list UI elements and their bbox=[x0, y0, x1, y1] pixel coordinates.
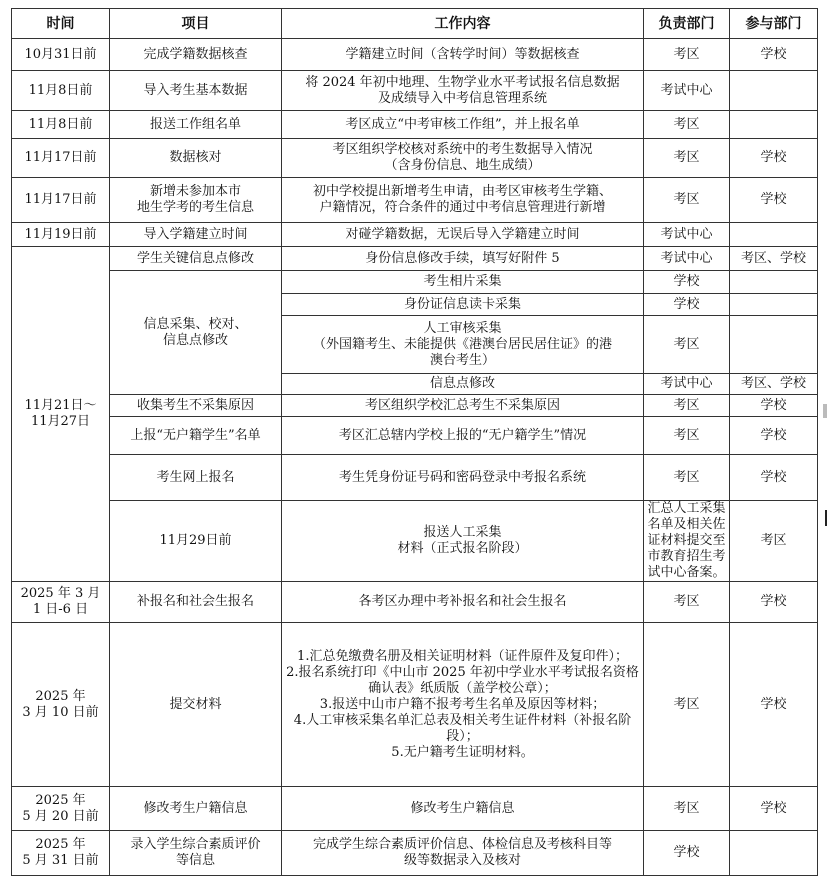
cell-responsible: 学校 bbox=[644, 831, 730, 876]
header-responsible: 负责部门 bbox=[644, 9, 730, 39]
schedule-table bbox=[11, 8, 818, 876]
cell-responsible: 考区 bbox=[644, 787, 730, 831]
cell-participant: 学校 bbox=[730, 395, 818, 417]
cell-participant: 学校 bbox=[730, 582, 818, 623]
cell-item: 导入考生基本数据 bbox=[110, 71, 282, 111]
cell-responsible: 考区 bbox=[644, 39, 730, 71]
cell-content: 考区组织学校汇总考生不采集原因 bbox=[282, 395, 644, 417]
cell-item: 补报名和社会生报名 bbox=[110, 582, 282, 623]
table-row bbox=[12, 623, 818, 787]
cell-time: 11月21日～ 11月27日 bbox=[12, 247, 110, 582]
cell-item: 录入学生综合素质评价 等信息 bbox=[110, 831, 282, 876]
table-row bbox=[12, 247, 818, 271]
cell-participant: 考区、学校 bbox=[730, 247, 818, 271]
cell-content: 汇总人工采集名单及相关佐证材料提交至 市教育招生考试中心备案。 bbox=[644, 501, 730, 582]
cell-item: 修改考生户籍信息 bbox=[110, 787, 282, 831]
cell-responsible: 学校 bbox=[644, 271, 730, 294]
cell-responsible: 考试中心 bbox=[644, 223, 730, 247]
header-participant: 参与部门 bbox=[730, 9, 818, 39]
table-row bbox=[12, 787, 818, 831]
cell-content: 学籍建立时间（含转学时间）等数据核查 bbox=[282, 39, 644, 71]
header-item: 项目 bbox=[110, 9, 282, 39]
cell-responsible: 学校 bbox=[644, 294, 730, 316]
cell-responsible: 考区 bbox=[644, 111, 730, 139]
cell-item: 提交材料 bbox=[110, 623, 282, 787]
cell-responsible: 考区 bbox=[644, 139, 730, 178]
cell-content: 人工审核采集 （外国籍考生、未能提供《港澳台居民居住证》的港 澳台考生） bbox=[282, 316, 644, 374]
cell-time: 11月29日前 bbox=[110, 501, 282, 582]
cell-time: 11月17日前 bbox=[12, 178, 110, 223]
cell-time: 10月31日前 bbox=[12, 39, 110, 71]
cell-time: 11月19日前 bbox=[12, 223, 110, 247]
header-content: 工作内容 bbox=[282, 9, 644, 39]
table-header-row bbox=[12, 9, 818, 39]
cell-content: 完成学生综合素质评价信息、体检信息及考核科目等 级等数据录入及核对 bbox=[282, 831, 644, 876]
cell-participant bbox=[730, 316, 818, 374]
cell-participant bbox=[730, 71, 818, 111]
cell-participant: 学校 bbox=[730, 178, 818, 223]
cell-content: 将 2024 年初中地理、生物学业水平考试报名信息数据 及成绩导入中考信息管理系统 bbox=[282, 71, 644, 111]
cell-participant: 学校 bbox=[730, 787, 818, 831]
cell-responsible: 考试中心 bbox=[644, 71, 730, 111]
table-row bbox=[12, 223, 818, 247]
cell-participant: 学校 bbox=[730, 623, 818, 787]
cell-responsible: 考区 bbox=[644, 395, 730, 417]
cell-participant: 学校 bbox=[730, 139, 818, 178]
cell-content: 对碰学籍数据，无误后导入学籍建立时间 bbox=[282, 223, 644, 247]
cell-responsible: 考试中心 bbox=[644, 247, 730, 271]
cell-participant: 考区、学校 bbox=[730, 374, 818, 395]
table-row bbox=[12, 178, 818, 223]
cell-responsible: 考区 bbox=[644, 582, 730, 623]
cell-responsible: 考区 bbox=[730, 501, 818, 582]
cell-content: 考生相片采集 bbox=[282, 271, 644, 294]
cell-participant: 学校 bbox=[730, 39, 818, 71]
cell-participant bbox=[730, 223, 818, 247]
cell-item: 报送工作组名单 bbox=[110, 111, 282, 139]
cell-item: 信息采集、校对、 信息点修改 bbox=[110, 271, 282, 395]
cell-responsible: 考区 bbox=[644, 178, 730, 223]
table-row bbox=[12, 111, 818, 139]
cell-time: 2025 年 3 月 10 日前 bbox=[12, 623, 110, 787]
cell-time: 2025 年 5 月 20 日前 bbox=[12, 787, 110, 831]
cell-content: 1.汇总免缴费名册及相关证明材料（证件原件及复印件）； 2.报名系统打印《中山市 2025 年初中学业水平考试报名资格确认表》纸质版（盖学校公章）； 3.报送中山市户籍不报考考生名单及原因等材料； 4.人工审核采集名单汇总表及相关考生证件材料（补报名阶段）； 5.无户籍考生证明材料。 bbox=[282, 623, 644, 787]
table-row bbox=[12, 139, 818, 178]
cell-participant: 学校 bbox=[730, 417, 818, 455]
cell-item: 上报“无户籍学生”名单 bbox=[110, 417, 282, 455]
cell-content: 考生凭身份证号码和密码登录中考报名系统 bbox=[282, 455, 644, 501]
cell-item: 报送人工采集 材料（正式报名阶段） bbox=[282, 501, 644, 582]
table-row bbox=[12, 271, 818, 294]
cell-responsible: 考区 bbox=[644, 316, 730, 374]
cell-content: 身份信息修改手续，填写好附件 5 bbox=[282, 247, 644, 271]
cell-item: 学生关键信息点修改 bbox=[110, 247, 282, 271]
cell-responsible: 考区 bbox=[644, 417, 730, 455]
cell-content: 信息点修改 bbox=[282, 374, 644, 395]
table-row bbox=[12, 582, 818, 623]
cell-participant: 学校 bbox=[730, 455, 818, 501]
cell-participant bbox=[730, 271, 818, 294]
cell-participant bbox=[730, 831, 818, 876]
table-row bbox=[12, 417, 818, 455]
cell-time: 2025 年 5 月 31 日前 bbox=[12, 831, 110, 876]
cell-content: 身份证信息读卡采集 bbox=[282, 294, 644, 316]
cell-content: 修改考生户籍信息 bbox=[282, 787, 644, 831]
table-row bbox=[12, 831, 818, 876]
header-time: 时间 bbox=[12, 9, 110, 39]
cell-time: 11月17日前 bbox=[12, 139, 110, 178]
cell-content: 初中学校提出新增考生申请，由考区审核考生学籍、 户籍情况，符合条件的通过中考信息管理进行新增 bbox=[282, 178, 644, 223]
cell-content: 考区组织学校核对系统中的考生数据导入情况 （含身份信息、地生成绩） bbox=[282, 139, 644, 178]
cell-time: 11月8日前 bbox=[12, 71, 110, 111]
cell-item: 新增未参加本市 地生学考的考生信息 bbox=[110, 178, 282, 223]
cell-responsible: 考试中心 bbox=[644, 374, 730, 395]
cell-time: 2025 年 3 月 1 日-6 日 bbox=[12, 582, 110, 623]
table-row bbox=[12, 39, 818, 71]
table-row bbox=[12, 455, 818, 501]
cell-item: 数据核对 bbox=[110, 139, 282, 178]
cell-item: 收集考生不采集原因 bbox=[110, 395, 282, 417]
scroll-marker[interactable] bbox=[823, 404, 827, 418]
cell-participant bbox=[730, 111, 818, 139]
cell-content: 考区汇总辖内学校上报的“无户籍学生”情况 bbox=[282, 417, 644, 455]
table-row bbox=[12, 501, 818, 582]
cell-time: 11月8日前 bbox=[12, 111, 110, 139]
cell-item: 导入学籍建立时间 bbox=[110, 223, 282, 247]
cell-item: 完成学籍数据核查 bbox=[110, 39, 282, 71]
table-row bbox=[12, 395, 818, 417]
cell-content: 各考区办理中考补报名和社会生报名 bbox=[282, 582, 644, 623]
cell-responsible: 考区 bbox=[644, 623, 730, 787]
cell-responsible: 考区 bbox=[644, 455, 730, 501]
cell-participant bbox=[730, 294, 818, 316]
cell-item: 考生网上报名 bbox=[110, 455, 282, 501]
table-row bbox=[12, 71, 818, 111]
cell-content: 考区成立“中考审核工作组”，并上报名单 bbox=[282, 111, 644, 139]
